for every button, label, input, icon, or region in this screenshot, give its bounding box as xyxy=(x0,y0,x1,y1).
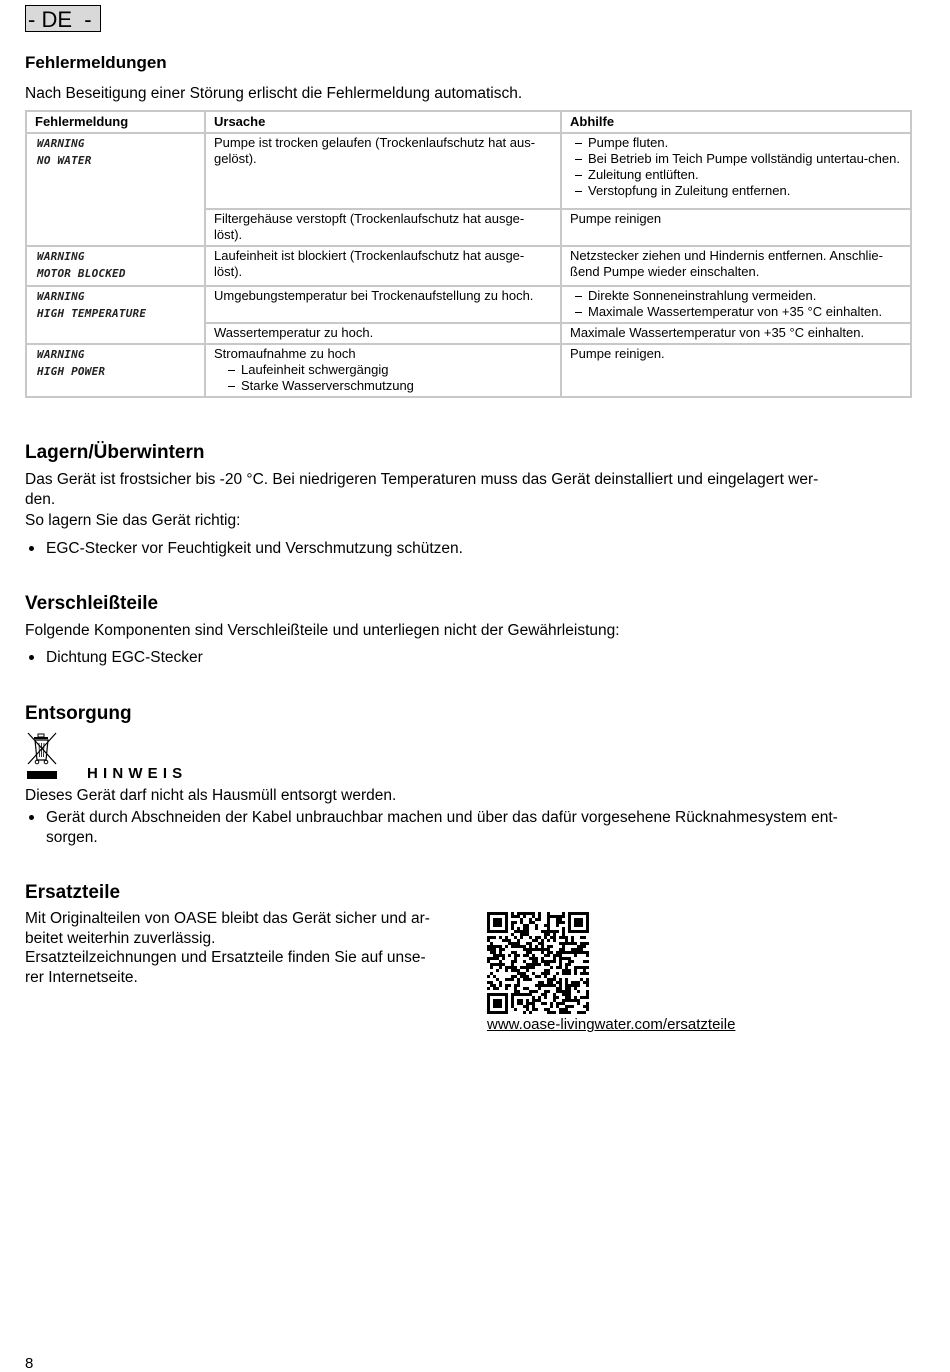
cause-cell: Umgebungstemperatur bei Trockenaufstellung zu hoch. xyxy=(205,286,561,323)
error-code-high-temperature xyxy=(26,286,205,344)
error-code-line: HIGH POWER xyxy=(37,365,106,378)
wear-parts-text: Folgende Komponenten sind Verschleißteile und unterliegen nicht der Gewährleistung: xyxy=(25,622,620,639)
disposal-text: Dieses Gerät darf nicht als Hausmüll entsorgt werden. xyxy=(25,787,397,804)
table-row xyxy=(26,133,911,209)
cause-cell: Wassertemperatur zu hoch. xyxy=(205,323,561,344)
cause-cell: Filtergehäuse verstopft (Trockenlaufschutz hat ausge-löst). xyxy=(205,209,561,246)
table-row xyxy=(26,246,911,286)
spare-parts-text-line: rer Internetseite. xyxy=(25,969,138,986)
disposal-list xyxy=(25,808,838,848)
list-item: Pumpe fluten. xyxy=(561,135,902,151)
col-header-cause: Ursache xyxy=(205,111,561,133)
wear-parts-heading: Verschleißteile xyxy=(25,593,159,614)
crossed-bin-icon xyxy=(25,731,59,781)
error-code-line: NO WATER xyxy=(37,154,92,167)
error-code-line: HIGH TEMPERATURE xyxy=(37,307,147,320)
spare-parts-text-line: Mit Originalteilen von OASE bleibt das Gerät sicher und ar- xyxy=(25,910,430,927)
list-item: EGC-Stecker vor Feuchtigkeit und Verschmutzung schützen. xyxy=(25,539,463,559)
error-code-line: WARNING xyxy=(37,137,85,150)
storage-heading: Lagern/Überwintern xyxy=(25,442,205,463)
list-item: Maximale Wassertemperatur von +35 °C einhalten. xyxy=(561,304,902,320)
error-messages-intro: Nach Beseitigung einer Störung erlischt die Fehlermeldung automatisch. xyxy=(25,85,523,102)
storage-list xyxy=(25,539,463,559)
cause-cell: Laufeinheit ist blockiert (Trockenlaufschutz hat ausge-löst). xyxy=(205,246,561,286)
table-header-row xyxy=(26,111,911,133)
error-code-line: WARNING xyxy=(37,250,85,263)
remedy-cell: Pumpe reinigen xyxy=(561,209,911,246)
error-table xyxy=(25,110,912,398)
error-code-high-power xyxy=(26,344,205,397)
error-code-no-water xyxy=(26,133,205,246)
cause-text: Stromaufnahme zu hoch xyxy=(214,346,356,361)
remedy-cell: Pumpe reinigen. xyxy=(561,344,911,397)
page-number: 8 xyxy=(25,1355,34,1372)
table-row xyxy=(26,286,911,323)
storage-text-line: So lagern Sie das Gerät richtig: xyxy=(25,512,241,529)
cause-cell: Pumpe ist trocken gelaufen (Trockenlaufschutz hat aus-gelöst). xyxy=(205,133,561,209)
list-item: Bei Betrieb im Teich Pumpe vollständig untertau-chen. xyxy=(561,151,902,167)
remedy-cell xyxy=(561,286,911,323)
spare-parts-heading: Ersatzteile xyxy=(25,882,121,903)
remedy-cell: Netzstecker ziehen und Hindernis entfernen. Anschlie-ßend Pumpe wieder einschalten. xyxy=(561,246,911,286)
error-messages-heading: Fehlermeldungen xyxy=(25,53,167,72)
list-item xyxy=(25,808,838,848)
list-item-line: sorgen. xyxy=(46,829,98,846)
language-tag: - DE - xyxy=(25,5,101,32)
remedy-cell xyxy=(561,133,911,209)
error-code-line: WARNING xyxy=(37,290,85,303)
qr-code[interactable] xyxy=(487,912,589,1014)
note-label: H I N W E I S xyxy=(87,765,183,782)
list-item: Verstopfung in Zuleitung entfernen. xyxy=(561,183,902,199)
remedy-cell: Maximale Wassertemperatur von +35 °C einhalten. xyxy=(561,323,911,344)
spare-parts-text-line: beitet weiterhin zuverlässig. xyxy=(25,930,216,947)
col-header-message: Fehlermeldung xyxy=(26,111,205,133)
list-item: Zuleitung entlüften. xyxy=(561,167,902,183)
list-item: Starke Wasserverschmutzung xyxy=(214,378,552,394)
error-code-motor-blocked xyxy=(26,246,205,286)
cause-cell xyxy=(205,344,561,397)
storage-text-line: Das Gerät ist frostsicher bis -20 °C. Bei niedrigeren Temperaturen muss das Gerät deinstalliert und eingelagert wer- xyxy=(25,471,819,488)
wear-parts-list xyxy=(25,648,203,668)
list-item: Dichtung EGC-Stecker xyxy=(25,648,203,668)
col-header-remedy: Abhilfe xyxy=(561,111,911,133)
list-item-line: Gerät durch Abschneiden der Kabel unbrauchbar machen und über das dafür vorgesehene Rücknahmesystem ent- xyxy=(46,809,838,826)
spare-parts-link[interactable]: www.oase-livingwater.com/ersatzteile xyxy=(487,1016,736,1033)
error-code-line: MOTOR BLOCKED xyxy=(37,267,126,280)
error-code-line: WARNING xyxy=(37,348,85,361)
storage-text-line: den. xyxy=(25,491,56,508)
list-item: Laufeinheit schwergängig xyxy=(214,362,552,378)
list-item: Direkte Sonneneinstrahlung vermeiden. xyxy=(561,288,902,304)
table-row xyxy=(26,344,911,397)
disposal-heading: Entsorgung xyxy=(25,703,132,724)
spare-parts-text-line: Ersatzteilzeichnungen und Ersatzteile finden Sie auf unse- xyxy=(25,949,426,966)
